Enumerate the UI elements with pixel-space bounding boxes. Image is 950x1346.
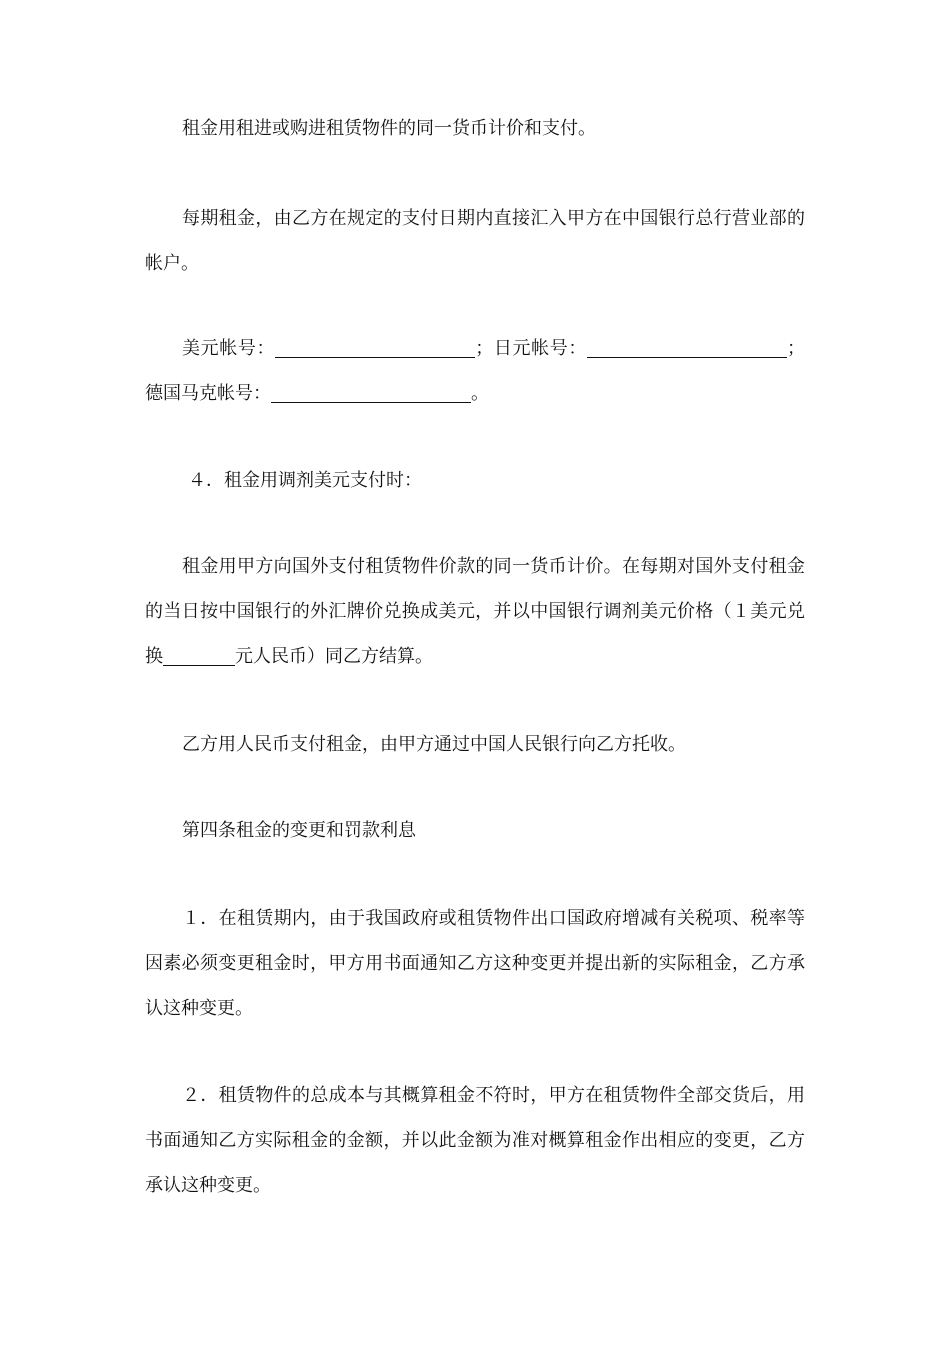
paragraph-account-numbers xyxy=(145,326,805,416)
adjusted-usd-tail: 元人民币）同乙方结算。 xyxy=(235,646,433,667)
article-4-heading: 第四条租金的变更和罚款利息 xyxy=(182,820,416,841)
item-2-cost-change: ２．租赁物件的总成本与其概算租金不符时，甲方在租赁物件全部交货后，用书面通知乙方实际租金的金额，并以此金额为准对概算租金作出相应的变更，乙方承认这种变更。 xyxy=(145,1085,805,1196)
jpy-account-label: ；日元帐号： xyxy=(475,338,588,359)
dem-account-label: ；德国马克帐号： xyxy=(145,338,806,404)
exchange-rate-blank xyxy=(163,645,235,666)
paragraph-payment-remittance: 每期租金，由乙方在规定的支付日期内直接汇入甲方在中国银行总行营业部的帐户。 xyxy=(145,208,805,274)
clause-4-heading: ４．租金用调剂美元支付时： xyxy=(188,470,422,491)
dem-account-blank xyxy=(271,382,471,403)
paragraph-rmb-payment: 乙方用人民币支付租金，由甲方通过中国人民银行向乙方托收。 xyxy=(182,734,686,755)
adjusted-usd-text: 租金用甲方向国外支付租赁物件价款的同一货币计价。在每期对国外支付租金的当日按中国银行的外汇牌价兑换成美元，并以中国银行调剂美元价格（１美元兑换 xyxy=(145,556,805,667)
item-1-tax-change: １．在租赁期内，由于我国政府或租赁物件出口国政府增减有关税项、税率等因素必须变更租金时，甲方用书面通知乙方这种变更并提出新的实际租金，乙方承认这种变更。 xyxy=(145,908,805,1019)
account-end-mark: 。 xyxy=(471,383,489,404)
usd-account-label: 美元帐号： xyxy=(182,338,276,359)
usd-account-blank xyxy=(275,337,475,358)
paragraph-adjusted-usd xyxy=(145,544,805,679)
jpy-account-blank xyxy=(587,337,787,358)
paragraph-currency-pricing: 租金用租进或购进租赁物件的同一货币计价和支付。 xyxy=(182,118,596,139)
